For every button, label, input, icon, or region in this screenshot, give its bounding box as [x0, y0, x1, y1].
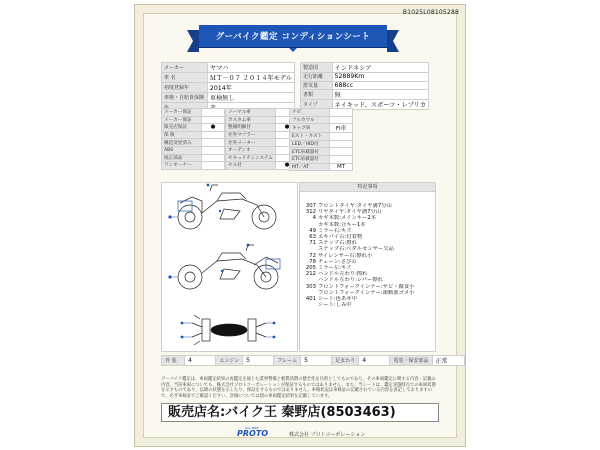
equipment-value: [330, 109, 353, 117]
spec-label: メーカー: [162, 63, 208, 73]
note-text: カギ本数:合キー1本: [318, 221, 366, 228]
note-code: [304, 302, 318, 308]
equipment-row: [226, 146, 299, 154]
equipment-value: [330, 148, 353, 156]
notes-list: [300, 192, 435, 308]
spec-label: タイプ: [301, 100, 333, 110]
spec-value: ヤマハ: [207, 63, 294, 73]
equipment-row: [162, 131, 225, 139]
equipment-row: [226, 139, 299, 147]
spec-table-left: [161, 62, 295, 113]
spec-value: ネイキッド、スポーツ・レプリカ: [332, 100, 428, 110]
note-code: 49: [309, 227, 316, 234]
damage-leader-lines: [170, 217, 274, 337]
side-view-right: [178, 185, 276, 229]
spec-row: [162, 93, 295, 103]
equipment-row: [162, 154, 225, 162]
score-value-electrical: 正常: [432, 356, 465, 366]
note-text: フロントフォークインナー:サビ・腐食小: [318, 283, 415, 290]
equipment-value: [202, 146, 225, 154]
equipment-row: [226, 154, 299, 162]
equipment-value: [202, 154, 225, 162]
equipment-label: セル付: [226, 162, 276, 170]
equipment-label: 販売店保証: [162, 124, 202, 132]
company-name: 株式会社 プロトコーポレーション: [289, 432, 366, 438]
note-code: 307: [305, 203, 316, 209]
equipment-label: LED／HID付: [290, 140, 330, 148]
equipment-value: [330, 140, 353, 148]
equipment-row: [162, 139, 225, 147]
note-text: チェーン:さびの: [318, 258, 357, 265]
equipment-value: [330, 116, 353, 124]
equipment-row: [162, 162, 225, 170]
note-code: 312: [305, 209, 316, 216]
equipment-label: 構造変更済み: [162, 139, 202, 147]
note-code: 71: [309, 240, 316, 247]
note-text: リヤタイヤ:タイヤ溝7分山: [318, 209, 382, 216]
note-code: 72: [309, 252, 316, 259]
equipment-value: [330, 155, 353, 163]
side-view-left: [178, 245, 280, 289]
proto-logo: PROTO: [237, 429, 269, 438]
score-value-frame: 5: [301, 356, 332, 366]
equipment-label: 社外メーター: [226, 139, 276, 147]
spec-table-right: [300, 62, 429, 110]
equipment-label: カスタム車: [226, 116, 276, 124]
equipment-label: メーカー保証: [162, 109, 202, 117]
document-id: B1025L08105288: [402, 9, 459, 16]
spec-value: 52889Km: [332, 73, 428, 82]
goobike-mark: Goo BIKE: [245, 426, 259, 430]
equipment-value: ●: [276, 162, 299, 170]
note-text: サイレンサー右:擦れ小: [318, 252, 373, 259]
disclaimer-text: グーバイク鑑定は、車両鑑定結果の再鑑定を通じた業界整備と軽費消費の健全化を目的としてものであり、その車両鑑定に関する内容・記載の内容、当該車両についても、株式会社プロトコーポレーションが保証するものではありません。また、当シートは、鑑定実施時点での車両状態を示すものであり、以降の状態を示したり、保証をするものではありません。車検状況は車検証の記載されている内容を表記しておりますので、必ず車検証でご確認ください。評価については別の車両鑑定結果を記載しています。: [161, 377, 436, 399]
note-text: ステップ右:ペダルセンサー欠品: [318, 246, 394, 253]
note-text: ハンドル左わり:擦れ: [318, 271, 368, 278]
score-value-exterior: 4: [185, 356, 216, 366]
equipment-row: [162, 109, 225, 117]
score-value-engine: 5: [243, 356, 274, 366]
spec-label: 車検・自賠責保険: [162, 93, 208, 103]
equipment-row: [290, 155, 353, 163]
equipment-row: [162, 124, 225, 132]
note-text: ハンドル左わり:レバー擦れ: [318, 277, 383, 284]
spec-row: [301, 81, 429, 90]
note-code: 78: [309, 258, 316, 265]
note-text: ステップ右:擦れ: [318, 240, 357, 247]
note-text: シート:色あせ中: [318, 296, 357, 303]
spec-label: 書類: [301, 90, 333, 100]
motorcycle-diagram-svg: [162, 183, 297, 351]
equipment-value: FI車: [330, 124, 353, 133]
sheet-title: グーバイク鑑定 コンディションシート: [215, 32, 371, 42]
equipment-row: [226, 124, 299, 132]
note-code: 401: [305, 296, 316, 303]
score-row: [162, 356, 465, 366]
note-text: フロントフォークインナー:凍動部ゴメ小: [318, 289, 415, 296]
equipment-value: [202, 109, 225, 117]
spec-label: 初度登録年: [162, 83, 208, 93]
equipment-value: [202, 139, 225, 147]
equipment-label: ノーマル車: [226, 109, 276, 117]
equipment-value: [202, 116, 225, 124]
equipment-value: [330, 133, 353, 141]
equipment-row: [226, 116, 299, 124]
damage-diagram: [161, 182, 298, 352]
note-code: 303: [305, 283, 316, 290]
equipment-label: MT／AT: [290, 163, 330, 171]
equipment-label: キャブ車: [290, 124, 330, 133]
equipment-value: ●: [202, 124, 225, 132]
equipment-label: 保 険: [162, 131, 202, 139]
spec-value: 無: [332, 90, 428, 100]
score-label-electrical: 電装・保安部品: [390, 356, 432, 366]
condition-sheet: [134, 4, 466, 447]
equipment-label: ワンオーナー: [162, 162, 202, 170]
spec-label: 製造国: [301, 63, 333, 73]
score-table: [161, 355, 465, 366]
note-text: カギ本数:メインキー2本: [318, 215, 377, 222]
equipment-value: ●: [276, 124, 299, 132]
equipment-label: ABS: [162, 146, 202, 154]
equipment-row: [290, 148, 353, 156]
top-view: [192, 315, 266, 345]
equipment-column-3: [289, 108, 353, 171]
spec-label: 排気量: [301, 81, 333, 90]
note-text: フロントタイヤ:タイヤ溝7分山: [318, 203, 392, 209]
note-item: [304, 302, 433, 308]
score-label-suspension: 足まわり: [332, 356, 359, 366]
equipment-column-2: [225, 108, 299, 170]
score-label-frame: フレーム: [274, 356, 301, 366]
score-label-exterior: 外 装: [162, 356, 185, 366]
equipment-row: [290, 140, 353, 148]
spec-value: 688cc: [332, 81, 428, 90]
equipment-row: [290, 124, 353, 133]
note-text: ミラー右:キズ: [318, 227, 352, 234]
spec-value: インドネシア: [332, 63, 428, 73]
equipment-label: 純正部品: [162, 154, 202, 162]
notes-header: 特記事項: [300, 183, 435, 192]
note-code: 4: [312, 215, 316, 222]
equipment-label: フルカウル: [290, 116, 330, 124]
equipment-value: MT: [330, 163, 353, 171]
spec-value: 2014年: [207, 83, 294, 93]
damage-marks: [168, 184, 275, 339]
note-text: エキパイ右:付着物: [318, 234, 363, 241]
equipment-row: [290, 109, 353, 117]
equipment-row: [162, 146, 225, 154]
note-code: 205: [305, 265, 316, 272]
spec-value: 車検無し: [207, 93, 294, 103]
equipment-label: 整備明細付: [226, 124, 276, 132]
equipment-row: [162, 116, 225, 124]
title-ribbon: [199, 25, 387, 47]
note-code: 63: [309, 234, 316, 241]
equipment-row: [290, 163, 353, 171]
notes-panel: [299, 182, 436, 352]
spec-row: [162, 83, 295, 93]
note-code: 212: [305, 271, 316, 278]
spec-value: ＭＴ－０７ ２０１４年モデル: [207, 73, 294, 83]
equipment-value: [202, 162, 225, 170]
spec-row: [301, 90, 429, 100]
equipment-label: ETC車載器付: [290, 148, 330, 156]
note-text: ミラー左:キズ: [318, 265, 352, 272]
equipment-label: Eスト・キスト: [290, 133, 330, 141]
equipment-label: 社外マフラー: [226, 131, 276, 139]
equipment-value: [202, 131, 225, 139]
spec-label: 車 名: [162, 73, 208, 83]
spec-row: [301, 63, 429, 73]
equipment-label: セキュリティシステム: [226, 154, 276, 162]
equipment-row: [226, 109, 299, 117]
equipment-row: [226, 131, 299, 139]
note-text: シート:しみ中: [318, 302, 352, 309]
spec-row: [162, 73, 295, 83]
equipment-row: [290, 133, 353, 141]
score-label-engine: エンジン: [216, 356, 243, 366]
equipment-column-1: [161, 108, 225, 170]
ribbon-chevron: [289, 48, 297, 52]
spec-label: 走行距離: [301, 73, 333, 82]
equipment-label: メーカー保証: [162, 116, 202, 124]
equipment-label: オーディオ: [226, 146, 276, 154]
score-value-suspension: 4: [359, 356, 390, 366]
equipment-row: [226, 162, 299, 170]
equipment-row: [290, 116, 353, 124]
shop-name: 販売店名:バイク王 秦野店(8503463): [161, 403, 439, 422]
equipment-label: ナビ: [290, 109, 330, 117]
spec-row: [162, 63, 295, 73]
equipment-label: ETC車載器付: [290, 155, 330, 163]
spec-row: [301, 73, 429, 82]
